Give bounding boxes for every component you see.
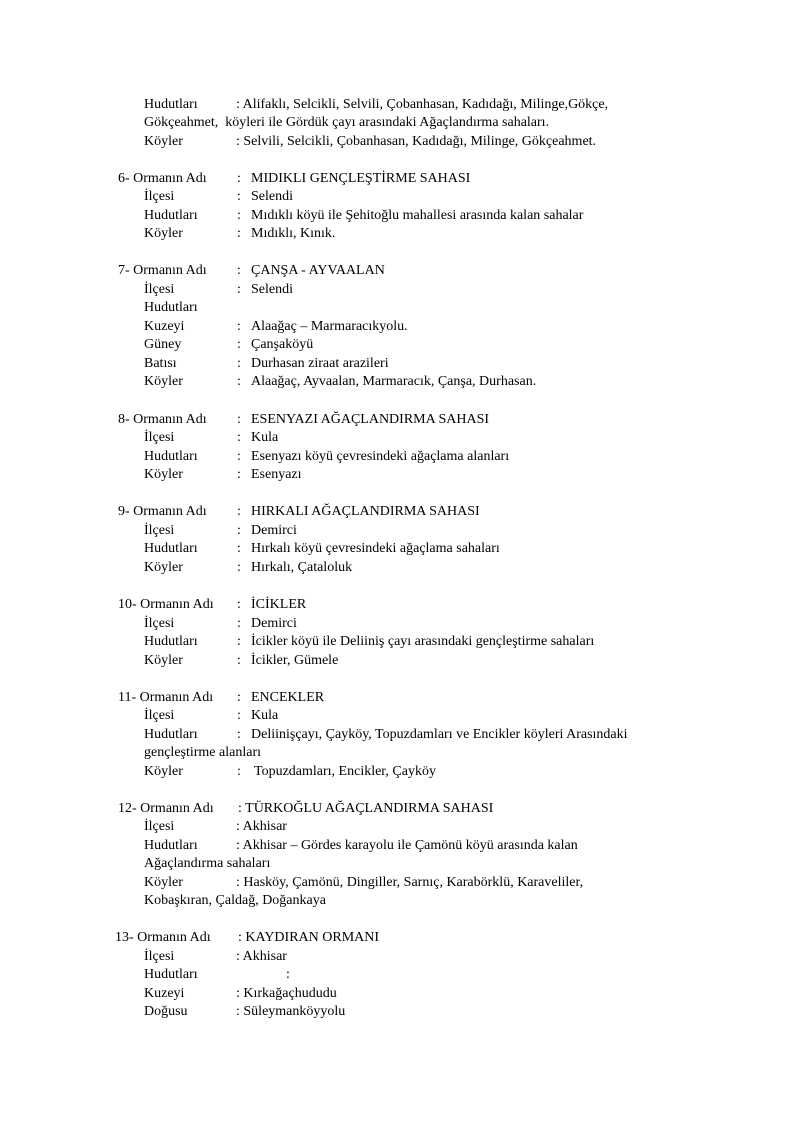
- field-value: Topuzdamları, Encikler, Çayköy: [254, 764, 436, 779]
- field-value: Mıdıklı, Kınık.: [251, 226, 336, 241]
- field-label: Köyler: [144, 134, 183, 149]
- colon: :: [237, 690, 241, 705]
- forest-12-koy-row: [144, 874, 584, 892]
- field-label: Hudutları: [144, 541, 198, 556]
- field-value: Alaağaç, Ayvaalan, Marmaracık, Çanşa, Durhasan.: [251, 374, 537, 389]
- field-label: İlçesi: [144, 616, 175, 631]
- forest-7-koy-row: [144, 373, 537, 391]
- forest-6-heading-row: [118, 170, 471, 188]
- field-label: Köyler: [144, 560, 183, 575]
- field-label: Doğusu: [144, 1004, 188, 1019]
- field-label: Hudutları: [144, 727, 198, 742]
- forest-name: : TÜRKOĞLU AĞAÇLANDIRMA SAHASI: [238, 801, 494, 816]
- forest-13-heading-row: [115, 929, 380, 947]
- forest-13-dogu-row: [144, 1003, 346, 1021]
- field-value: Alaağaç – Marmaracıkyolu.: [251, 319, 408, 334]
- field-label: Hudutları: [144, 967, 198, 982]
- colon: :: [237, 189, 241, 204]
- forest-11-koy-row: [144, 763, 436, 781]
- forest-name: : KAYDIRAN ORMANI: [238, 930, 380, 945]
- field-label: Hudutları: [144, 97, 198, 112]
- field-value: : Hasköy, Çamönü, Dingiller, Sarnıç, Karabörklü, Karaveliler,: [236, 875, 584, 890]
- field-value: Esenyazı: [251, 467, 302, 482]
- field-value: Kula: [251, 708, 279, 723]
- forest-name: MIDIKLI GENÇLEŞTİRME SAHASI: [251, 171, 471, 186]
- forest-heading: 8- Ormanın Adı: [118, 412, 207, 427]
- colon: :: [237, 708, 241, 723]
- field-value: : Akhisar: [236, 949, 287, 964]
- field-label: Köyler: [144, 875, 183, 890]
- forest-heading: 6- Ormanın Adı: [118, 171, 207, 186]
- field-label: Köyler: [144, 764, 183, 779]
- forest-name: ÇANŞA - AYVAALAN: [251, 263, 385, 278]
- field-value: Selendi: [251, 189, 293, 204]
- forest-heading: 12- Ormanın Adı: [118, 801, 214, 816]
- colon: :: [237, 597, 241, 612]
- intro-koyler-row: [144, 133, 597, 151]
- colon: :: [237, 467, 241, 482]
- forest-11-hudut-continuation: gençleştirme alanları: [144, 745, 261, 760]
- forest-13-ilce-row: [144, 948, 287, 966]
- field-value: : Alifaklı, Selcikli, Selvili, Çobanhasan, Kadıdağı, Milinge,Gökçe,: [236, 97, 609, 112]
- forest-7-bati-row: [144, 355, 389, 373]
- field-value: Çanşaköyü: [251, 337, 314, 352]
- field-value: Kula: [251, 430, 279, 445]
- forest-8-hudut-row: [144, 448, 510, 466]
- forest-7-ilce-row: [144, 281, 293, 299]
- forest-heading: 7- Ormanın Adı: [118, 263, 207, 278]
- colon: :: [237, 282, 241, 297]
- field-value: : Akhisar – Gördes karayolu ile Çamönü köyü arasında kalan: [236, 838, 578, 853]
- forest-heading: 13- Ormanın Adı: [115, 930, 211, 945]
- forest-9-heading-row: [118, 503, 480, 521]
- colon: :: [237, 616, 241, 631]
- field-value: : Akhisar: [236, 819, 287, 834]
- colon: :: [237, 504, 241, 519]
- forest-name: ESENYAZI AĞAÇLANDIRMA SAHASI: [251, 412, 490, 427]
- field-label: İlçesi: [144, 819, 175, 834]
- forest-10-heading-row: [118, 596, 307, 614]
- colon: :: [237, 374, 241, 389]
- forest-12-koy-continuation: Kobaşkıran, Çaldağ, Doğankaya: [144, 893, 326, 908]
- forest-10-koy-row: [144, 652, 339, 670]
- field-label: İlçesi: [144, 282, 175, 297]
- field-label: Kuzeyi: [144, 986, 185, 1001]
- field-value: Mıdıklı köyü ile Şehitoğlu mahallesi arasında kalan sahalar: [251, 208, 584, 223]
- forest-6-hudut-row: [144, 207, 584, 225]
- forest-13-hudut-row: [144, 966, 290, 984]
- forest-heading: 9- Ormanın Adı: [118, 504, 207, 519]
- field-label: Hudutları: [144, 208, 198, 223]
- forest-12-ilce-row: [144, 818, 287, 836]
- field-label: Köyler: [144, 226, 183, 241]
- field-label: Batısı: [144, 356, 177, 371]
- forest-heading: 10- Ormanın Adı: [118, 597, 214, 612]
- field-value: Selendi: [251, 282, 293, 297]
- forest-name: HIRKALI AĞAÇLANDIRMA SAHASI: [251, 504, 480, 519]
- colon: :: [237, 226, 241, 241]
- colon: :: [237, 523, 241, 538]
- forest-12-hudut-row: [144, 837, 578, 855]
- forest-7-heading-row: [118, 262, 385, 280]
- field-label: İlçesi: [144, 189, 175, 204]
- forest-9-ilce-row: [144, 522, 297, 540]
- colon: :: [237, 319, 241, 334]
- forest-10-hudut-row: [144, 633, 595, 651]
- colon: :: [237, 634, 241, 649]
- colon: :: [237, 337, 241, 352]
- field-value: Deliinişçayı, Çayköy, Topuzdamları ve Encikler köyleri Arasındaki: [251, 727, 628, 742]
- field-label: Köyler: [144, 653, 183, 668]
- colon: :: [237, 356, 241, 371]
- field-label: Köyler: [144, 467, 183, 482]
- field-label: Kuzeyi: [144, 319, 185, 334]
- forest-11-ilce-row: [144, 707, 279, 725]
- forest-6-ilce-row: [144, 188, 293, 206]
- forest-11-heading-row: [118, 689, 325, 707]
- field-value: : Selvili, Selcikli, Çobanhasan, Kadıdağı, Milinge, Gökçeahmet.: [236, 134, 597, 149]
- field-label: İlçesi: [144, 430, 175, 445]
- field-value: : Süleymanköyyolu: [236, 1004, 346, 1019]
- field-label: Köyler: [144, 374, 183, 389]
- field-label: Güney: [144, 337, 182, 352]
- field-value: İcikler köyü ile Deliiniş çayı arasındaki gençleştirme sahaları: [251, 634, 595, 649]
- forest-7-guney-row: [144, 336, 314, 354]
- colon: :: [237, 412, 241, 427]
- field-value: Hırkalı, Çataloluk: [251, 560, 353, 575]
- field-value: :: [286, 967, 290, 982]
- forest-7-hudut-row: [144, 299, 198, 317]
- forest-11-hudut-row: [144, 726, 628, 744]
- forest-6-koy-row: [144, 225, 336, 243]
- forest-13-kuzey-row: [144, 985, 337, 1003]
- forest-7-kuzey-row: [144, 318, 408, 336]
- colon: :: [237, 171, 241, 186]
- field-label: İlçesi: [144, 708, 175, 723]
- field-label: Hudutları: [144, 634, 198, 649]
- colon: :: [237, 263, 241, 278]
- forest-name: İCİKLER: [251, 597, 307, 612]
- field-value: Esenyazı köyü çevresindeki ağaçlama alanları: [251, 449, 510, 464]
- field-value: Durhasan ziraat arazileri: [251, 356, 389, 371]
- colon: :: [237, 430, 241, 445]
- field-value: Hırkalı köyü çevresindeki ağaçlama sahaları: [251, 541, 500, 556]
- colon: :: [237, 653, 241, 668]
- colon: :: [237, 208, 241, 223]
- colon: :: [237, 449, 241, 464]
- forest-9-koy-row: [144, 559, 353, 577]
- forest-12-hudut-continuation: Ağaçlandırma sahaları: [144, 856, 271, 871]
- forest-9-hudut-row: [144, 540, 500, 558]
- field-label: Hudutları: [144, 300, 198, 315]
- field-label: İlçesi: [144, 949, 175, 964]
- field-label: Hudutları: [144, 449, 198, 464]
- field-label: Hudutları: [144, 838, 198, 853]
- field-value: Demirci: [251, 616, 297, 631]
- field-label: İlçesi: [144, 523, 175, 538]
- field-value: Demirci: [251, 523, 297, 538]
- colon: :: [237, 541, 241, 556]
- forest-8-ilce-row: [144, 429, 279, 447]
- forest-8-heading-row: [118, 411, 490, 429]
- field-value: İcikler, Gümele: [251, 653, 339, 668]
- forest-12-heading-row: [118, 800, 494, 818]
- colon: :: [237, 764, 241, 779]
- intro-hudutlari-continuation: Gökçeahmet, köyleri ile Gördük çayı arasındaki Ağaçlandırma sahaları.: [144, 115, 550, 130]
- forest-name: ENCEKLER: [251, 690, 325, 705]
- forest-8-koy-row: [144, 466, 302, 484]
- field-value: : Kırkağaçhududu: [236, 986, 337, 1001]
- colon: :: [237, 560, 241, 575]
- colon: :: [237, 727, 241, 742]
- intro-hudutlari-row: [144, 96, 609, 114]
- forest-10-ilce-row: [144, 615, 297, 633]
- forest-heading: 11- Ormanın Adı: [118, 690, 214, 705]
